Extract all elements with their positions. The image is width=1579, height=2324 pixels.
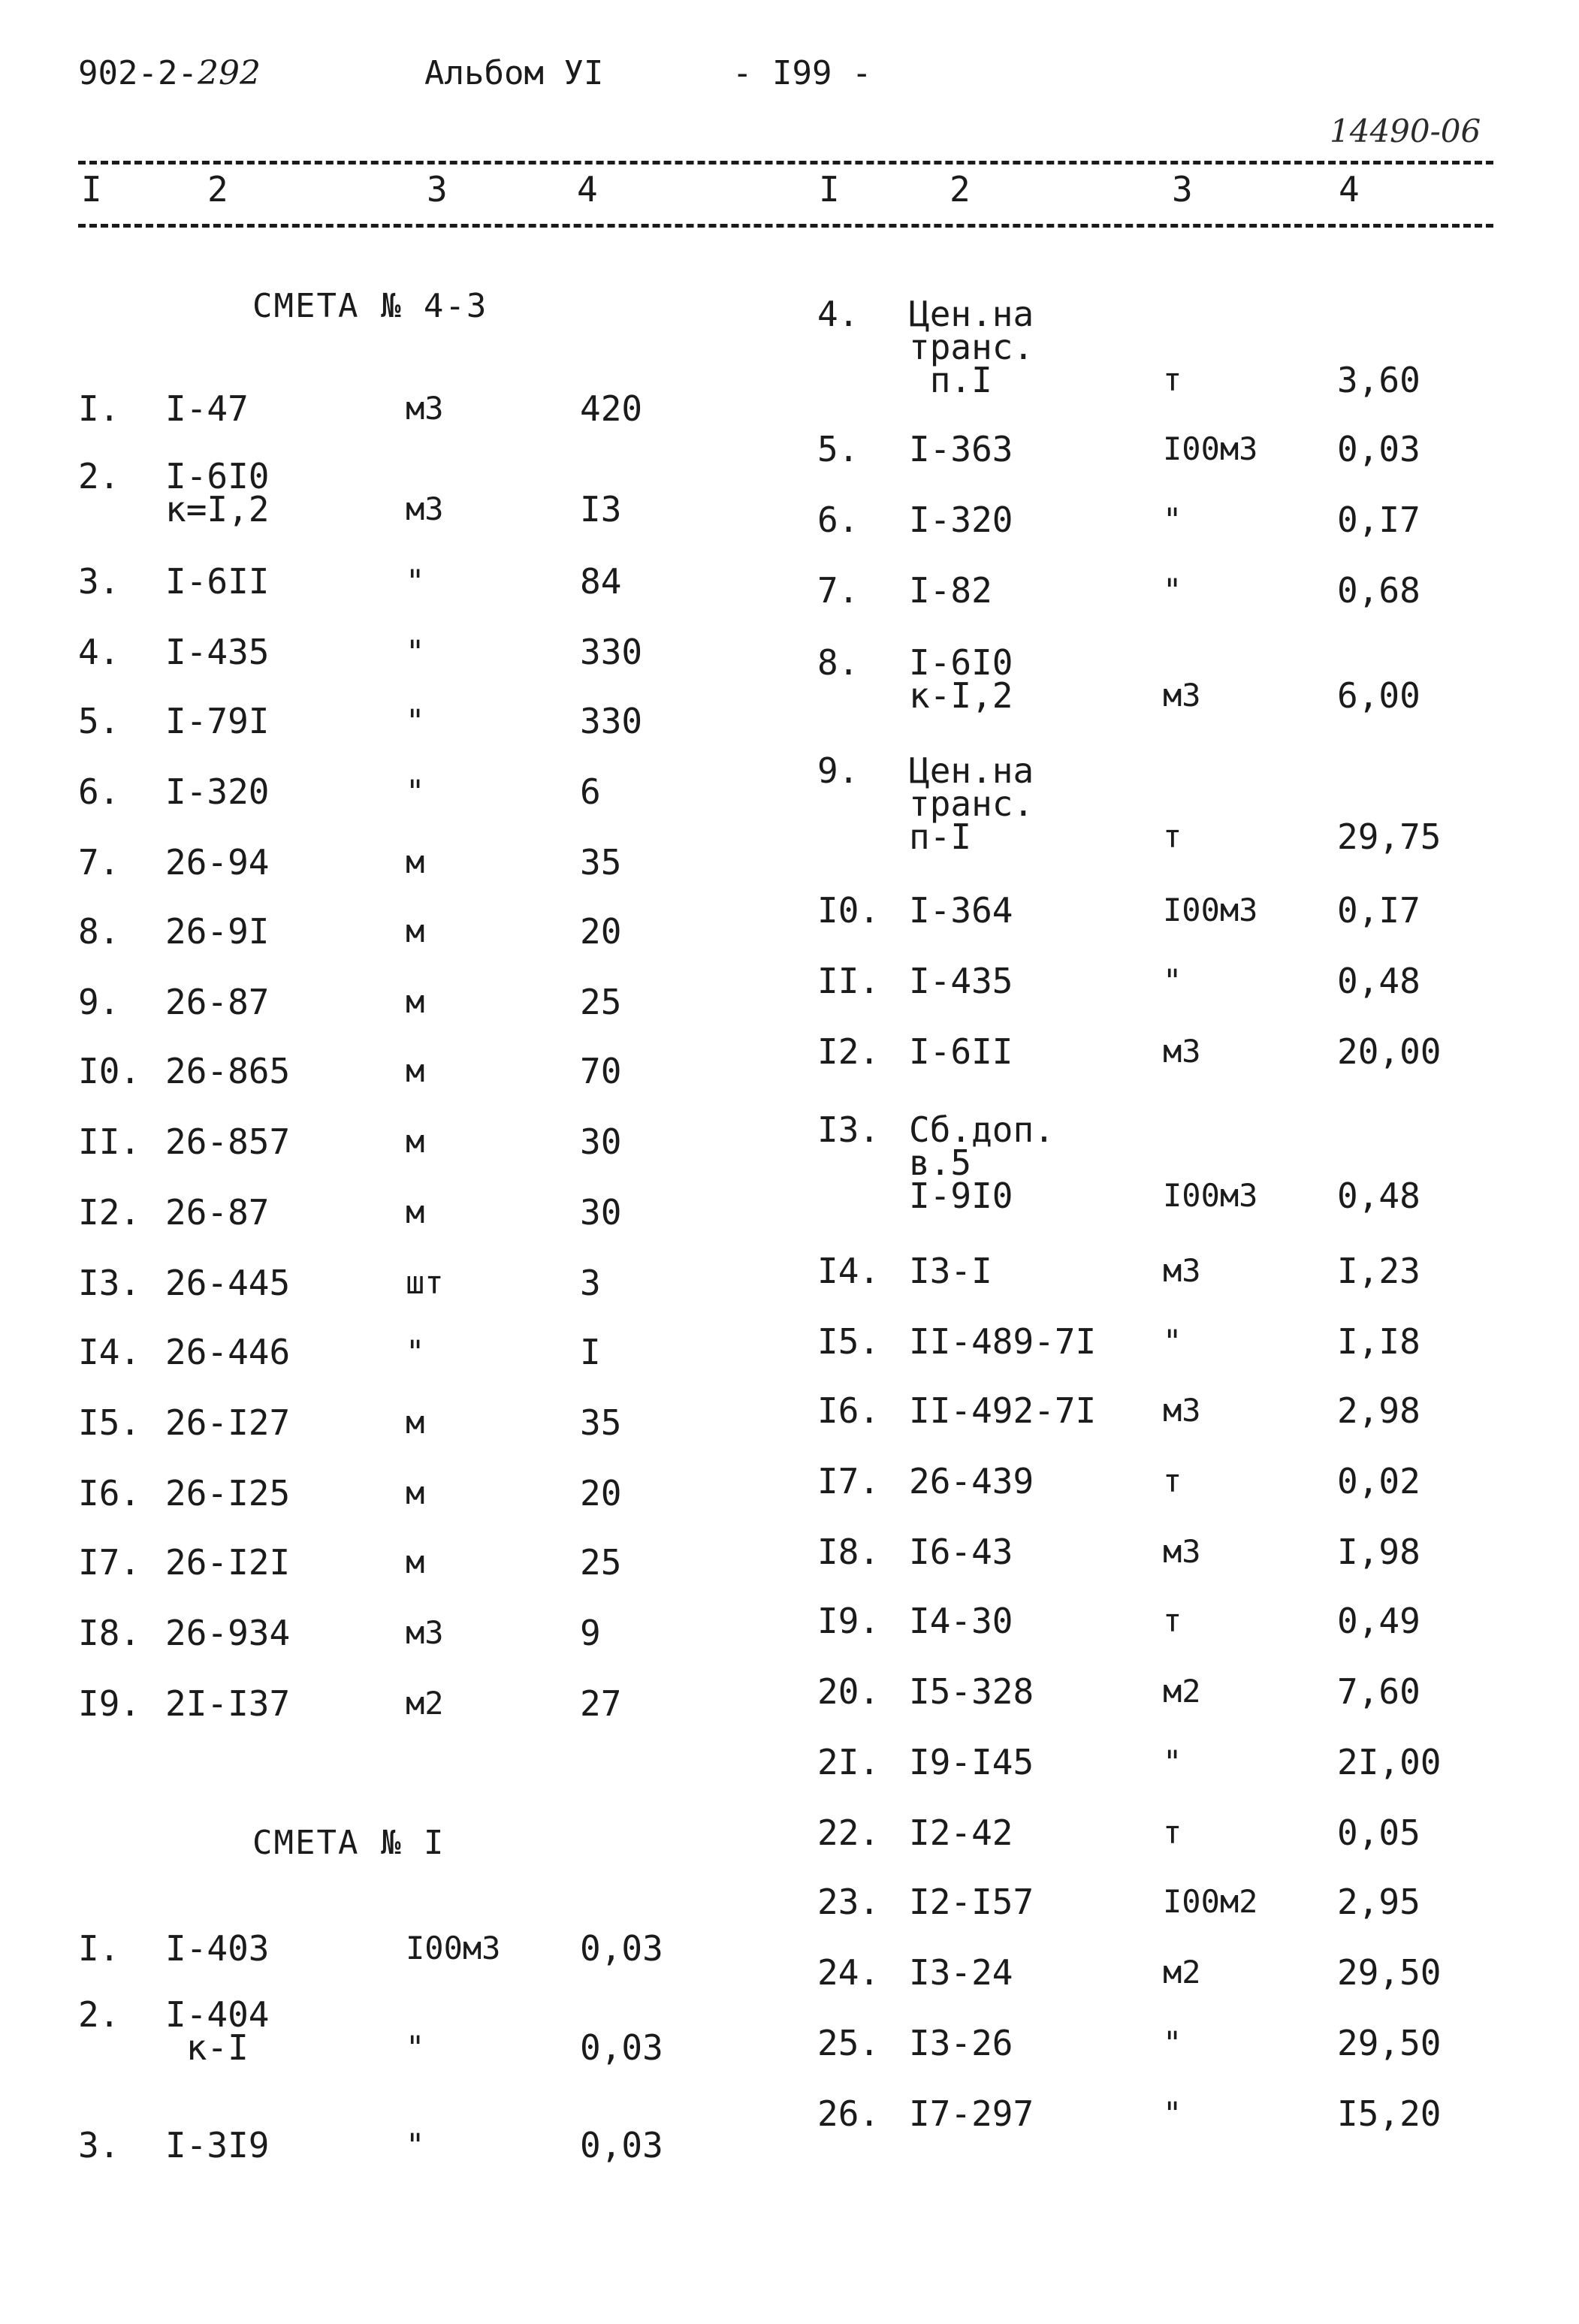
norm-code: I4-30 bbox=[909, 1601, 1013, 1641]
row-number: I8. bbox=[817, 1532, 880, 1572]
quantity: 3,60 bbox=[1337, 360, 1420, 400]
quantity: 0,48 bbox=[1337, 1176, 1420, 1216]
unit-of-measure: м3 bbox=[406, 1614, 444, 1651]
quantity: 70 bbox=[580, 1051, 622, 1091]
row-number: I8. bbox=[78, 1613, 141, 1653]
unit-of-measure: " bbox=[1163, 572, 1182, 608]
unit-of-measure: м3 bbox=[1163, 1252, 1201, 1289]
row-number: I2. bbox=[78, 1192, 141, 1233]
unit-of-measure: " bbox=[406, 2126, 425, 2163]
unit-of-measure: " bbox=[1163, 1323, 1182, 1360]
quantity: 30 bbox=[580, 1192, 622, 1233]
unit-of-measure: " bbox=[1163, 2024, 1182, 2061]
unit-of-measure: м bbox=[406, 1194, 425, 1230]
norm-code: I-6II bbox=[909, 1031, 1013, 1072]
norm-code: I5-328 bbox=[909, 1671, 1034, 1712]
row-number: 6. bbox=[817, 500, 859, 540]
row-number: 9. bbox=[78, 982, 120, 1022]
quantity: 0,05 bbox=[1337, 1812, 1420, 1853]
norm-code: 26-I2I bbox=[165, 1542, 291, 1583]
quantity: 20 bbox=[580, 1473, 622, 1514]
column-number: I bbox=[81, 169, 102, 210]
unit-of-measure: I00м3 bbox=[1163, 892, 1258, 928]
unit-of-measure: I00м2 bbox=[1163, 1883, 1258, 1920]
quantity: I bbox=[580, 1332, 601, 1372]
norm-code: II-492-7I bbox=[909, 1390, 1097, 1431]
norm-code: I-364 bbox=[909, 890, 1013, 931]
row-number: I0. bbox=[817, 890, 880, 931]
column-number: 3 bbox=[427, 169, 448, 210]
quantity: 30 bbox=[580, 1121, 622, 1162]
row-number: I9. bbox=[78, 1683, 141, 1724]
norm-code: 26-934 bbox=[165, 1613, 291, 1653]
row-number: I0. bbox=[78, 1051, 141, 1091]
norm-code: Цен.на транс. п.I bbox=[909, 294, 1034, 400]
unit-of-measure: м bbox=[406, 1123, 425, 1160]
quantity: 0,48 bbox=[1337, 961, 1420, 1001]
quantity: 20,00 bbox=[1337, 1031, 1442, 1072]
unit-of-measure: т bbox=[1163, 818, 1182, 855]
quantity: 6 bbox=[580, 771, 601, 812]
norm-code: 26-857 bbox=[165, 1121, 291, 1162]
norm-code: I2-42 bbox=[909, 1812, 1013, 1853]
unit-of-measure: I00м3 bbox=[406, 1930, 501, 1966]
unit-of-measure: " bbox=[1163, 962, 1182, 999]
unit-of-measure: м2 bbox=[1163, 1954, 1201, 1990]
norm-code: 26-445 bbox=[165, 1263, 291, 1303]
quantity: I,23 bbox=[1337, 1251, 1420, 1291]
unit-of-measure: " bbox=[406, 1333, 425, 1370]
norm-code: I9-I45 bbox=[909, 1742, 1034, 1782]
quantity: 2I,00 bbox=[1337, 1742, 1442, 1782]
quantity: 9 bbox=[580, 1613, 601, 1653]
row-number: 4. bbox=[817, 294, 859, 334]
unit-of-measure: м bbox=[406, 1052, 425, 1089]
quantity: 0,68 bbox=[1337, 570, 1420, 611]
row-number: 8. bbox=[78, 911, 120, 952]
norm-code: I3-24 bbox=[909, 1952, 1013, 1993]
row-number: 9. bbox=[817, 750, 859, 791]
norm-code: I-403 bbox=[165, 1928, 270, 1969]
norm-code: 2I-I37 bbox=[165, 1683, 291, 1724]
norm-code: I-6I0 к-I,2 bbox=[909, 642, 1013, 716]
unit-of-measure: I00м3 bbox=[1163, 430, 1258, 467]
row-number: I2. bbox=[817, 1031, 880, 1072]
row-number: 24. bbox=[817, 1952, 880, 1993]
row-number: 2. bbox=[78, 1994, 120, 2035]
row-number: 4. bbox=[78, 632, 120, 672]
quantity: 84 bbox=[580, 561, 622, 602]
quantity: 420 bbox=[580, 388, 643, 429]
norm-code: I-320 bbox=[909, 500, 1013, 540]
row-number: I5. bbox=[817, 1321, 880, 1362]
row-number: 7. bbox=[817, 570, 859, 611]
row-number: I. bbox=[78, 1928, 120, 1969]
unit-of-measure: м bbox=[406, 913, 425, 949]
quantity: 20 bbox=[580, 911, 622, 952]
norm-code: I-435 bbox=[909, 961, 1013, 1001]
column-number: 4 bbox=[1339, 169, 1360, 210]
unit-of-measure: м bbox=[406, 844, 425, 880]
quantity: 0,03 bbox=[580, 1928, 663, 1969]
norm-code: I-363 bbox=[909, 429, 1013, 469]
unit-of-measure: шт bbox=[406, 1264, 444, 1301]
unit-of-measure: м bbox=[406, 1544, 425, 1580]
norm-code: Сб.доп. в.5 I-9I0 bbox=[909, 1109, 1055, 1216]
row-number: I7. bbox=[817, 1461, 880, 1502]
unit-of-measure: м3 bbox=[406, 490, 444, 527]
column-number: I bbox=[819, 169, 840, 210]
norm-code: 26-87 bbox=[165, 982, 270, 1022]
quantity: I3 bbox=[580, 489, 622, 530]
unit-of-measure: " bbox=[406, 2029, 425, 2066]
norm-code: 26-I25 bbox=[165, 1473, 291, 1514]
unit-of-measure: м3 bbox=[1163, 1033, 1201, 1070]
quantity: I,98 bbox=[1337, 1532, 1420, 1572]
norm-code: 26-9I bbox=[165, 911, 270, 952]
unit-of-measure: " bbox=[406, 633, 425, 670]
document-code-prefix: 902-2- bbox=[78, 54, 198, 92]
row-number: 2. bbox=[78, 456, 120, 496]
quantity: 29,50 bbox=[1337, 1952, 1442, 1993]
unit-of-measure: т bbox=[1163, 361, 1182, 398]
row-number: I4. bbox=[78, 1332, 141, 1372]
unit-of-measure: " bbox=[406, 702, 425, 739]
norm-code: 26-439 bbox=[909, 1461, 1034, 1502]
quantity: 0,I7 bbox=[1337, 890, 1420, 931]
quantity: 35 bbox=[580, 1402, 622, 1443]
page-number: - I99 - bbox=[732, 54, 872, 92]
archive-number: 14490-06 bbox=[1330, 113, 1481, 149]
unit-of-measure: " bbox=[1163, 501, 1182, 538]
row-number: I6. bbox=[78, 1473, 141, 1514]
unit-of-measure: " bbox=[1163, 1743, 1182, 1780]
album-label: Альбом УI bbox=[424, 54, 604, 92]
unit-of-measure: м bbox=[406, 1404, 425, 1441]
column-number: 3 bbox=[1172, 169, 1193, 210]
row-number: 23. bbox=[817, 1882, 880, 1922]
row-number: 5. bbox=[817, 429, 859, 469]
unit-of-measure: м3 bbox=[406, 390, 444, 427]
row-number: II. bbox=[78, 1121, 141, 1162]
unit-of-measure: т bbox=[1163, 1602, 1182, 1639]
quantity: 7,60 bbox=[1337, 1671, 1420, 1712]
row-number: 25. bbox=[817, 2023, 880, 2063]
row-number: 20. bbox=[817, 1671, 880, 1712]
row-number: 6. bbox=[78, 771, 120, 812]
norm-code: I3-I bbox=[909, 1251, 992, 1291]
norm-code: I3-26 bbox=[909, 2023, 1013, 2063]
row-number: I7. bbox=[78, 1542, 141, 1583]
norm-code: 26-865 bbox=[165, 1051, 291, 1091]
row-number: 5. bbox=[78, 701, 120, 741]
unit-of-measure: м3 bbox=[1163, 1392, 1201, 1429]
norm-code: I2-I57 bbox=[909, 1882, 1034, 1922]
unit-of-measure: I00м3 bbox=[1163, 1177, 1258, 1214]
row-number: I5. bbox=[78, 1402, 141, 1443]
row-number: I. bbox=[78, 388, 120, 429]
row-number: 8. bbox=[817, 642, 859, 683]
quantity: I,I8 bbox=[1337, 1321, 1420, 1362]
norm-code: 26-I27 bbox=[165, 1402, 291, 1443]
norm-code: I-47 bbox=[165, 388, 249, 429]
quantity: 25 bbox=[580, 982, 622, 1022]
unit-of-measure: м3 bbox=[1163, 1533, 1201, 1570]
row-number: I3. bbox=[817, 1109, 880, 1150]
unit-of-measure: " bbox=[406, 563, 425, 599]
column-number: 2 bbox=[950, 169, 971, 210]
row-number: 3. bbox=[78, 2125, 120, 2166]
unit-of-measure: т bbox=[1163, 1814, 1182, 1851]
norm-code: I-79I bbox=[165, 701, 270, 741]
norm-code: I-6II bbox=[165, 561, 270, 602]
norm-code: I-6I0 к=I,2 bbox=[165, 456, 270, 530]
column-number: 2 bbox=[207, 169, 228, 210]
norm-code: I-3I9 bbox=[165, 2125, 270, 2166]
quantity: 29,75 bbox=[1337, 816, 1442, 857]
norm-code: I-82 bbox=[909, 570, 992, 611]
quantity: 330 bbox=[580, 701, 643, 741]
norm-code: 26-87 bbox=[165, 1192, 270, 1233]
unit-of-measure: м bbox=[406, 1474, 425, 1511]
quantity: 0,03 bbox=[580, 2125, 663, 2166]
document-code-handwritten: 292 bbox=[197, 54, 261, 92]
section-title-smeta-4-3: СМЕТА № 4-3 bbox=[252, 287, 488, 325]
quantity: 2,95 bbox=[1337, 1882, 1420, 1922]
norm-code: I-435 bbox=[165, 632, 270, 672]
row-number: I3. bbox=[78, 1263, 141, 1303]
quantity: 0,03 bbox=[580, 2027, 663, 2068]
header-rule-top bbox=[78, 161, 1493, 164]
norm-code: 26-94 bbox=[165, 842, 270, 883]
quantity: 2,98 bbox=[1337, 1390, 1420, 1431]
quantity: 29,50 bbox=[1337, 2023, 1442, 2063]
row-number: 26. bbox=[817, 2093, 880, 2134]
norm-code: 26-446 bbox=[165, 1332, 291, 1372]
quantity: 330 bbox=[580, 632, 643, 672]
unit-of-measure: м3 bbox=[1163, 677, 1201, 714]
norm-code: Цен.на транс. п-I bbox=[909, 750, 1034, 857]
header-rule-bottom bbox=[78, 224, 1493, 228]
norm-code: II-489-7I bbox=[909, 1321, 1097, 1362]
norm-code: I-404 к-I bbox=[165, 1994, 270, 2068]
quantity: 6,00 bbox=[1337, 675, 1420, 716]
row-number: 3. bbox=[78, 561, 120, 602]
quantity: I5,20 bbox=[1337, 2093, 1442, 2134]
quantity: 3 bbox=[580, 1263, 601, 1303]
row-number: 22. bbox=[817, 1812, 880, 1853]
unit-of-measure: т bbox=[1163, 1462, 1182, 1499]
section-title-smeta-1: СМЕТА № I bbox=[252, 1824, 445, 1862]
row-number: I6. bbox=[817, 1390, 880, 1431]
unit-of-measure: " bbox=[406, 773, 425, 810]
quantity: 25 bbox=[580, 1542, 622, 1583]
quantity: 0,02 bbox=[1337, 1461, 1420, 1502]
unit-of-measure: " bbox=[1163, 2095, 1182, 2132]
unit-of-measure: м bbox=[406, 983, 425, 1020]
quantity: 0,I7 bbox=[1337, 500, 1420, 540]
unit-of-measure: м2 bbox=[1163, 1673, 1201, 1710]
row-number: I4. bbox=[817, 1251, 880, 1291]
unit-of-measure: м2 bbox=[406, 1685, 444, 1722]
quantity: 35 bbox=[580, 842, 622, 883]
document-code bbox=[78, 54, 261, 92]
norm-code: I7-297 bbox=[909, 2093, 1034, 2134]
norm-code: I6-43 bbox=[909, 1532, 1013, 1572]
column-number: 4 bbox=[577, 169, 598, 210]
row-number: 7. bbox=[78, 842, 120, 883]
row-number: 2I. bbox=[817, 1742, 880, 1782]
row-number: I9. bbox=[817, 1601, 880, 1641]
quantity: 27 bbox=[580, 1683, 622, 1724]
quantity: 0,03 bbox=[1337, 429, 1420, 469]
row-number: II. bbox=[817, 961, 880, 1001]
norm-code: I-320 bbox=[165, 771, 270, 812]
quantity: 0,49 bbox=[1337, 1601, 1420, 1641]
